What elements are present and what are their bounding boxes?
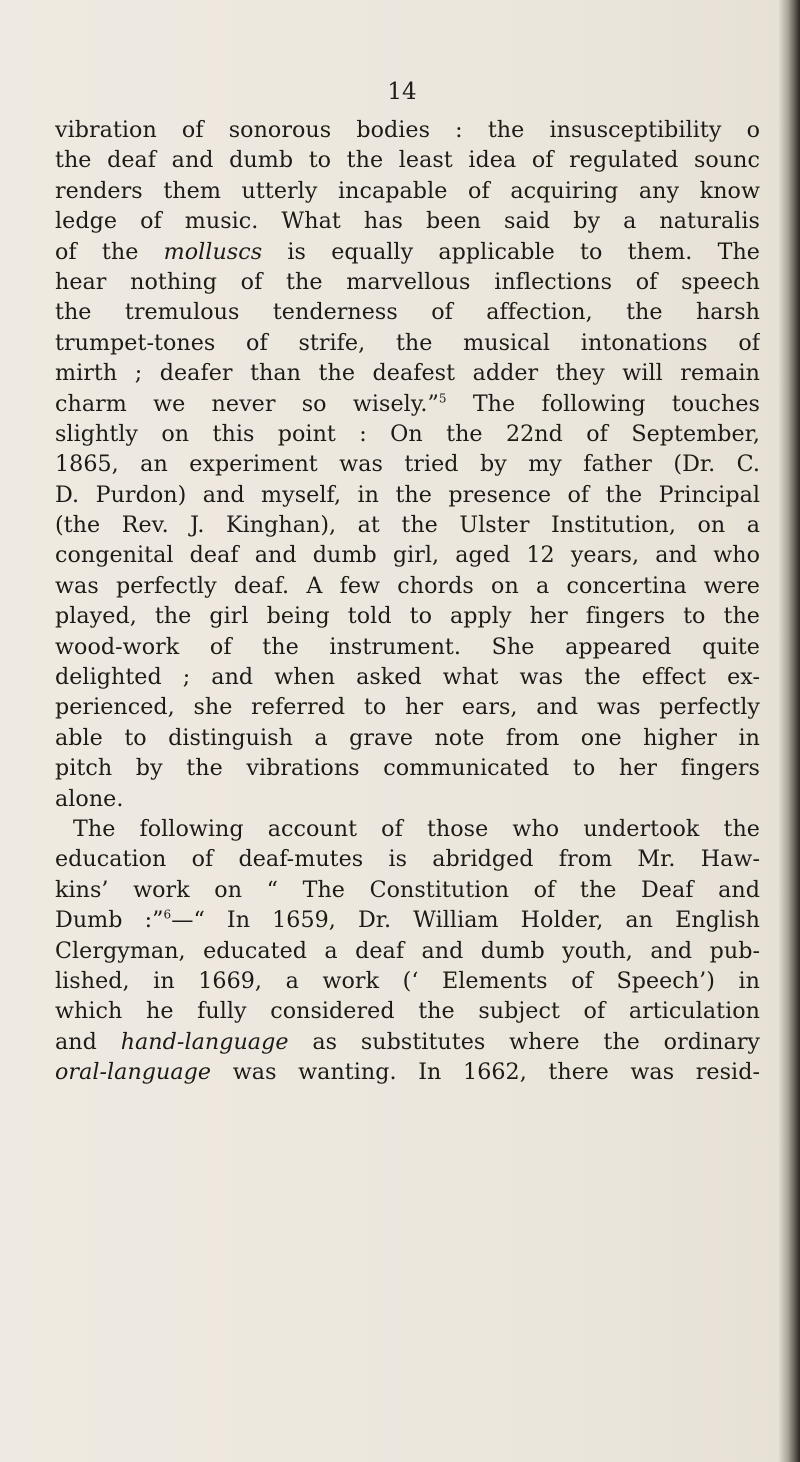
text-line: Clergyman, educated a deaf and dumb youth, and pub- (55, 937, 760, 964)
text-line: kins’ work on “ The Constitution of the Deaf and (55, 876, 760, 903)
page-number: 14 (387, 79, 417, 105)
text-line: able to distinguish a grave note from one higher in (55, 724, 760, 751)
text-segment: and (55, 1028, 121, 1055)
text-line: lished, in 1669, a work (‘ Elements of Speech’) in (55, 967, 760, 994)
text-segment: was wanting. In 1662, there was resid- (211, 1059, 760, 1086)
italic-term: molluscs (163, 238, 263, 265)
text-line: alone. (55, 785, 124, 812)
text-line (55, 905, 760, 935)
text-line: hear nothing of the marvellous inflections of speech (55, 268, 760, 295)
footnote-marker: 6 (163, 907, 172, 922)
text-segment: is equally applicable to them. The (262, 238, 760, 265)
italic-term: hand-language (120, 1028, 289, 1055)
text-line: (the Rev. J. Kinghan), at the Ulster Institution, on a (55, 512, 760, 539)
italic-term: oral-language (55, 1059, 212, 1086)
text-line: was perfectly deaf. A few chords on a concertina were (55, 572, 760, 599)
text-line: played, the girl being told to apply her fingers to the (55, 603, 760, 630)
text-line: perienced, she referred to her ears, and was perfectly (55, 694, 760, 721)
text-line: trumpet-tones of strife, the musical intonations of (55, 329, 760, 356)
text-line: mirth ; deafer than the deafest adder they will remain (55, 360, 760, 387)
text-line: 1865, an experiment was tried by my father (Dr. C. (55, 451, 760, 478)
text-line: which he fully considered the subject of articulation (55, 998, 760, 1025)
text-segment: charm we never so wisely.” (55, 390, 439, 417)
text-line: the deaf and dumb to the least idea of regulated sounc (55, 147, 760, 174)
text-line: D. Purdon) and myself, in the presence of the Principal (55, 481, 760, 508)
text-line: delighted ; and when asked what was the effect ex- (55, 664, 760, 691)
text-line: slightly on this point : On the 22nd of September, (55, 420, 760, 447)
text-segment: of the (55, 238, 164, 265)
text-line: the tremulous tenderness of affection, the harsh (55, 299, 760, 326)
page-edge-shadow (778, 0, 800, 1462)
text-line: ledge of music. What has been said by a naturalis (55, 208, 760, 235)
text-segment: —“ In 1659, Dr. William Holder, an English (171, 907, 760, 934)
footnote-marker: 5 (438, 391, 447, 406)
text-line (55, 389, 760, 419)
text-line (55, 237, 760, 267)
text-segment: The following touches (446, 390, 760, 417)
text-line: pitch by the vibrations communicated to her fingers (55, 755, 760, 782)
text-line: The following account of those who undertook the (73, 815, 760, 842)
text-line: education of deaf-mutes is abridged from Mr. Haw- (55, 846, 760, 873)
body-text (55, 115, 760, 1088)
text-line: vibration of sonorous bodies : the insusceptibility o (55, 117, 760, 143)
text-line (55, 1057, 760, 1087)
text-line: renders them utterly incapable of acquiring any know (55, 177, 760, 204)
text-line: congenital deaf and dumb girl, aged 12 years, and who (55, 542, 760, 569)
text-line (55, 1027, 760, 1057)
text-segment: as substitutes where the ordinary (288, 1028, 760, 1055)
text-line: wood-work of the instrument. She appeared quite (55, 633, 760, 660)
text-segment: Dumb :” (55, 907, 164, 934)
